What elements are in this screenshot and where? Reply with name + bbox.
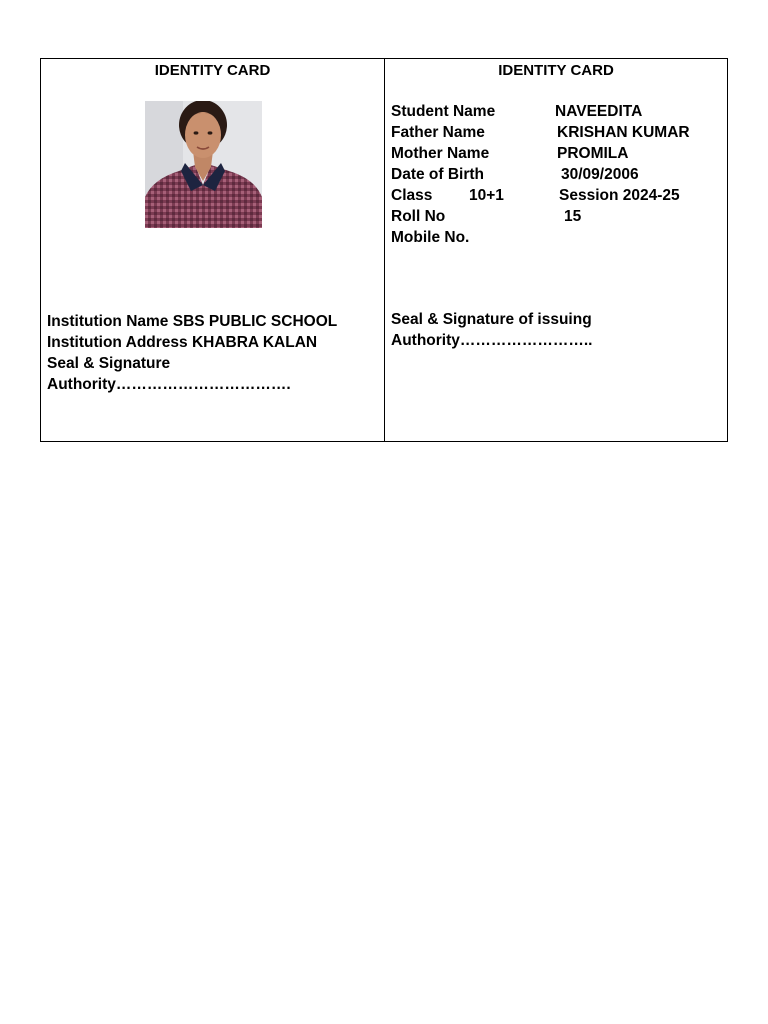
student-details	[391, 101, 721, 248]
institution-address: KHABRA KALAN	[191, 334, 318, 351]
card-title: IDENTITY CARD	[498, 62, 614, 79]
roll-label: Roll No	[391, 208, 446, 225]
student-photo	[145, 101, 262, 228]
father-name-value: KRISHAN KUMAR	[557, 124, 690, 141]
dob-label: Date of Birth	[391, 166, 484, 183]
dob-row	[391, 164, 721, 185]
id-card-back	[385, 59, 727, 441]
institution-name-line	[47, 311, 337, 332]
mother-name-value: PROMILA	[557, 145, 629, 162]
institution-name-label: Institution Name	[47, 313, 169, 330]
authority-line: Authority…………………………….	[47, 376, 291, 393]
mobile-label: Mobile No.	[391, 229, 470, 246]
id-card-sheet	[40, 58, 728, 442]
father-name-row	[391, 122, 721, 143]
id-card-front	[41, 59, 385, 441]
issuing-authority	[391, 309, 593, 351]
class-row	[391, 185, 721, 206]
dob-value: 30/09/2006	[561, 166, 639, 183]
student-name-row	[391, 101, 721, 122]
session-value: Session 2024-25	[559, 187, 680, 204]
mother-name-label: Mother Name	[391, 145, 490, 162]
card-title: IDENTITY CARD	[154, 62, 271, 79]
mobile-row	[391, 227, 721, 248]
student-name-label: Student Name	[391, 103, 496, 120]
class-label: Class	[391, 187, 433, 204]
institution-address-label: Institution Address	[47, 334, 188, 351]
roll-row	[391, 206, 721, 227]
father-name-label: Father Name	[391, 124, 485, 141]
class-value: 10+1	[469, 187, 504, 204]
mother-name-row	[391, 143, 721, 164]
institution-name: SBS PUBLIC SCHOOL	[172, 313, 338, 330]
institution-address-line	[47, 332, 337, 353]
seal-signature-label: Seal & Signature of issuing	[391, 311, 592, 328]
institution-info	[47, 311, 337, 395]
seal-signature-label: Seal & Signature	[47, 355, 171, 372]
roll-value: 15	[564, 208, 582, 225]
student-photo-image	[145, 101, 262, 228]
authority-line: Authority……………………..	[391, 332, 593, 349]
student-name-value: NAVEEDITA	[555, 103, 643, 120]
